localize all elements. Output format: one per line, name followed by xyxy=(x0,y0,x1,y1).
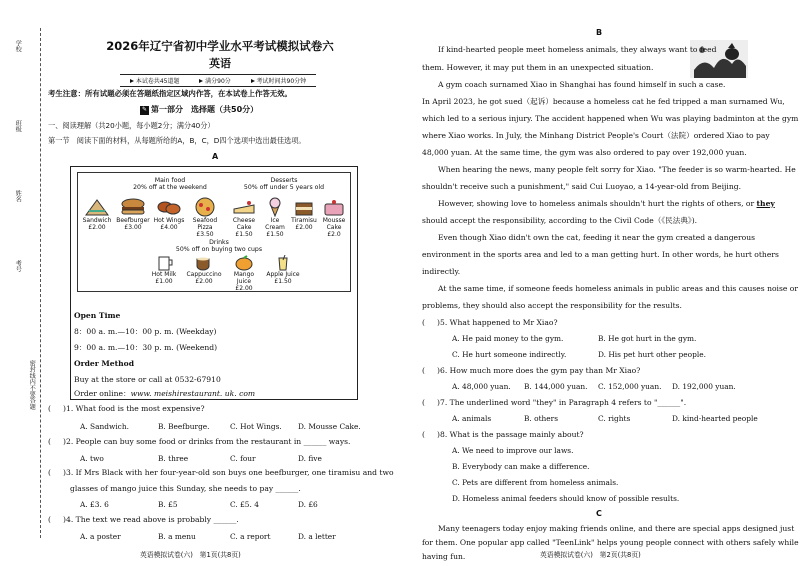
q2-option-c[interactable]: C. four xyxy=(230,454,256,463)
q5-option-c[interactable]: C. He hurt someone indirectly. xyxy=(452,350,567,359)
binding-number: 考号 xyxy=(14,260,22,273)
q7-option-a[interactable]: A. animals xyxy=(452,414,492,423)
question-6: ( )6. How much more does the gym pay than Mr Xiao? xyxy=(422,366,641,375)
passage-b-line-8: When hearing the news, many people felt sorry for Xiao. "The feeder is so warm-hearted. He xyxy=(438,165,796,174)
passage-b-line-3: A gym coach surnamed Xiao in Shanghai has found himself in such a case. xyxy=(438,80,726,89)
info-questions: 本试卷共45道题 xyxy=(135,78,180,85)
q2-option-d[interactable]: D. five xyxy=(298,454,322,463)
menu-item-ice-cream: Ice Cream £1.50 xyxy=(260,197,290,239)
passage-b-line-13: environment in the sports area and led to a man getting hurt. In other words, he hurt others xyxy=(422,250,779,259)
q3-option-b[interactable]: B. £5 xyxy=(158,500,178,509)
drinks-offer: 50% off on buying two cups xyxy=(175,246,263,254)
menu-item-hot-wings: Hot Wings £4.00 xyxy=(152,197,186,232)
passage-c-line-2: for them. One popular app called "TeenLink" helps young people connect with others safely while xyxy=(422,538,799,547)
q1-option-b[interactable]: B. Beefburge. xyxy=(158,422,210,431)
main-food-header xyxy=(128,177,212,192)
footer-page-1: 英语模拟试卷(六) 第1页(共8页) xyxy=(140,551,241,559)
q6-option-a[interactable]: A. 48,000 yuan. xyxy=(452,382,511,391)
sandwich-icon xyxy=(84,197,110,217)
question-3: ( )3. If Mrs Black with her four-year-old son buys one beefburger, one tiramisu and two xyxy=(48,468,394,477)
q4-option-a[interactable]: A. a poster xyxy=(80,532,121,541)
pizza-icon xyxy=(192,197,218,217)
order-buy-text: Buy at the store or call at 0532-67910 xyxy=(74,375,221,384)
q8-option-b[interactable]: B. Everybody can make a difference. xyxy=(452,462,590,471)
passage-c-line-3: having fun. xyxy=(422,552,466,561)
coffee-icon xyxy=(193,255,215,271)
binding-school: 学校 xyxy=(14,40,22,53)
info-score: 满分90分 xyxy=(205,78,231,85)
passage-b-line-9: shouldn't receive such a punishment," said Cui Luoyao, a 14-year-old from Beijing. xyxy=(422,182,742,191)
q2-option-b[interactable]: B. three xyxy=(158,454,189,463)
milk-icon xyxy=(153,255,175,271)
passage-b-line-1: If kind-hearted people meet homeless animals, they always want to feed xyxy=(438,45,717,54)
passage-b-line-2: them. However, it may put them in an unexpected situation. xyxy=(422,63,654,72)
weekend-hours: 9：00 a. m.—10：30 p. m. (Weekend) xyxy=(74,343,218,352)
weekday-hours: 8：00 a. m.—10：00 p. m. (Weekday) xyxy=(74,327,217,336)
question-7: ( )7. The underlined word "they" in Paragraph 4 refers to "______". xyxy=(422,398,687,407)
q2-option-a[interactable]: A. two xyxy=(80,454,104,463)
passage-b-line-6: where Xiao works. In July, the Minhang District People's Court（法院）ordered Xiao to pay xyxy=(422,131,770,140)
menu-panel xyxy=(77,172,351,292)
question-8: ( )8. What is the passage mainly about? xyxy=(422,430,584,439)
online-label: Order online： xyxy=(74,389,131,398)
q7-option-d[interactable]: D. kind-hearted people xyxy=(672,414,758,423)
question-3-cont: glasses of mango juice this Sunday, she needs to pay ______. xyxy=(70,484,301,493)
q5-option-d[interactable]: D. His pet hurt other people. xyxy=(598,350,706,359)
binding-class: 班级 xyxy=(14,120,22,133)
main-food-label: Main food xyxy=(154,177,186,184)
section1-heading: 一、阅读理解（共20小题，每小题2分；满分40分） xyxy=(48,121,215,130)
page-title: 2026年辽宁省初中学业水平考试模拟试卷六 xyxy=(106,39,334,53)
question-5: ( )5. What happened to Mr Xiao? xyxy=(422,318,558,327)
passage-b-line-11: should accept the responsibility, according to the Civil Code（《民法典》). xyxy=(422,216,698,225)
desserts-label: Desserts xyxy=(270,177,298,184)
menu-item-seafood-pizza: Seafood Pizza £3.50 xyxy=(186,197,224,239)
mousse-icon xyxy=(321,197,347,217)
subject-title: 英语 xyxy=(209,57,231,70)
cake-icon xyxy=(231,197,257,217)
passage-b-letter: B xyxy=(596,28,603,37)
mango-icon xyxy=(233,255,255,271)
section-marker-icon: ✎ xyxy=(141,106,148,114)
passage-b-line-7: 48,000 yuan. At the same time, the gym was also ordered to pay over 192,000 yuan. xyxy=(422,148,747,157)
q4-option-c[interactable]: C. a report xyxy=(230,532,271,541)
q3-option-c[interactable]: C. £5. 4 xyxy=(230,500,259,509)
binding-seal: 密封线内不要答题 xyxy=(28,360,36,410)
menu-item-cappuccino: Cappuccino £2.00 xyxy=(186,255,222,286)
q4-option-b[interactable]: B. a menu xyxy=(158,532,196,541)
q7-option-b[interactable]: B. others xyxy=(524,414,559,423)
icecream-icon xyxy=(262,197,288,217)
q4-option-d[interactable]: D. a letter xyxy=(298,532,336,541)
menu-item-mango-juice: Mango Juice £2.00 xyxy=(226,255,262,293)
q5-option-a[interactable]: A. He paid money to the gym. xyxy=(452,334,564,343)
passage-b-line-14: indirectly. xyxy=(422,267,461,276)
part1-label: 第一部分 选择题（共50分） xyxy=(151,105,259,114)
q8-option-a[interactable]: A. We need to improve our laws. xyxy=(452,446,574,455)
question-1: ( )1. What food is the most expensive? xyxy=(48,404,205,413)
binding-dashline xyxy=(40,28,41,538)
order-online xyxy=(74,389,255,398)
menu-item-sandwich: Sandwich £2.00 xyxy=(80,197,114,232)
passage-c-letter: C xyxy=(596,509,602,518)
q8-option-c[interactable]: C. Pets are different from homeless animals. xyxy=(452,478,619,487)
wings-icon xyxy=(156,197,182,217)
q3-option-a[interactable]: A. £3. 6 xyxy=(80,500,109,509)
burger-icon xyxy=(120,197,146,217)
tiramisu-icon xyxy=(291,197,317,217)
info-time: 考试时间共90分钟 xyxy=(256,78,307,85)
part1-heading xyxy=(140,105,258,115)
section1-instructions: 第一节 阅读下面的材料，从每题所给的A，B，C，D四个选项中选出最佳选项。 xyxy=(48,136,306,145)
q7-option-c[interactable]: C. rights xyxy=(598,414,631,423)
main-food-offer: 20% off at the weekend xyxy=(133,184,207,192)
passage-b-line-5: which led to a serious injury. The accident happened when Wu was playing badminton at the gym xyxy=(422,114,799,123)
desserts-header xyxy=(236,177,332,192)
question-2: ( )2. People can buy some food or drinks from the restaurant in ______ ways. xyxy=(48,437,351,446)
desserts-offer: 50% off under 5 years old xyxy=(243,184,325,192)
footer-page-2: 英语模拟试卷(六) 第2页(共8页) xyxy=(540,551,641,559)
binding-strip xyxy=(0,0,40,566)
restaurant-ad xyxy=(70,166,358,400)
menu-item-cheese-cake: Cheese Cake £1.50 xyxy=(228,197,260,239)
passage-b-line-4: In April 2023, he got sued（起诉）because a homeless cat he fed tripped a man surnamed Wu, xyxy=(422,97,785,106)
q6-option-d[interactable]: D. 192,000 yuan. xyxy=(672,382,736,391)
question-4: ( )4. The text we read above is probably ______. xyxy=(48,515,239,524)
menu-item-hot-milk: Hot Milk £1.00 xyxy=(148,255,180,286)
q1-option-d[interactable]: D. Mousse Cake. xyxy=(298,422,361,431)
passage-b-line-15: At the same time, if someone feeds homeless animals in public areas and this causes noise or xyxy=(438,284,798,293)
q1-option-a[interactable]: A. Sandwich. xyxy=(80,422,129,431)
drinks-label: Drinks xyxy=(209,239,229,246)
q8-option-d[interactable]: D. Homeless animal feeders should know of possible results. xyxy=(452,494,680,503)
q1-option-c[interactable]: C. Hot Wings. xyxy=(230,422,282,431)
menu-item-tiramisu: Tiramisu £2.00 xyxy=(290,197,318,232)
q6-option-c[interactable]: C. 152,000 yuan. xyxy=(598,382,662,391)
online-url[interactable]: www. meishirestaurant. uk. com xyxy=(130,389,256,398)
exam-notice: 考生注意：所有试题必须在答题纸指定区域内作答，在本试卷上作答无效。 xyxy=(48,89,292,98)
menu-item-mousse-cake: Mousse Cake £2.0 xyxy=(318,197,350,239)
q3-option-d[interactable]: D. £6 xyxy=(298,500,318,509)
exam-info-bar xyxy=(120,74,316,87)
apple-icon xyxy=(272,255,294,271)
q6-option-b[interactable]: B. 144,000 yuan. xyxy=(524,382,588,391)
passage-b-line-10: However, showing love to homeless animals shouldn't hurt the rights of others, or they xyxy=(438,199,775,208)
menu-item-apple-juice: Apple Juice £1.50 xyxy=(266,255,300,286)
passage-c-line-1: Many teenagers today enjoy making friends online, and there are special apps designed just xyxy=(438,524,795,533)
order-method-label: Order Method xyxy=(74,359,135,368)
menu-item-beefburger: Beefburger £3.00 xyxy=(116,197,150,232)
passage-b-line-16: problems, they should also accept the responsibility for the results. xyxy=(422,301,682,310)
passage-b-line-12: Even though Xiao didn't own the cat, feeding it near the gym created a dangerous xyxy=(438,233,756,242)
binding-name: 姓名 xyxy=(14,190,22,203)
q5-option-b[interactable]: B. He got hurt in the gym. xyxy=(598,334,697,343)
open-time-label: Open Time xyxy=(74,311,121,320)
drinks-header xyxy=(174,239,264,254)
passage-a-letter: A xyxy=(212,152,219,161)
